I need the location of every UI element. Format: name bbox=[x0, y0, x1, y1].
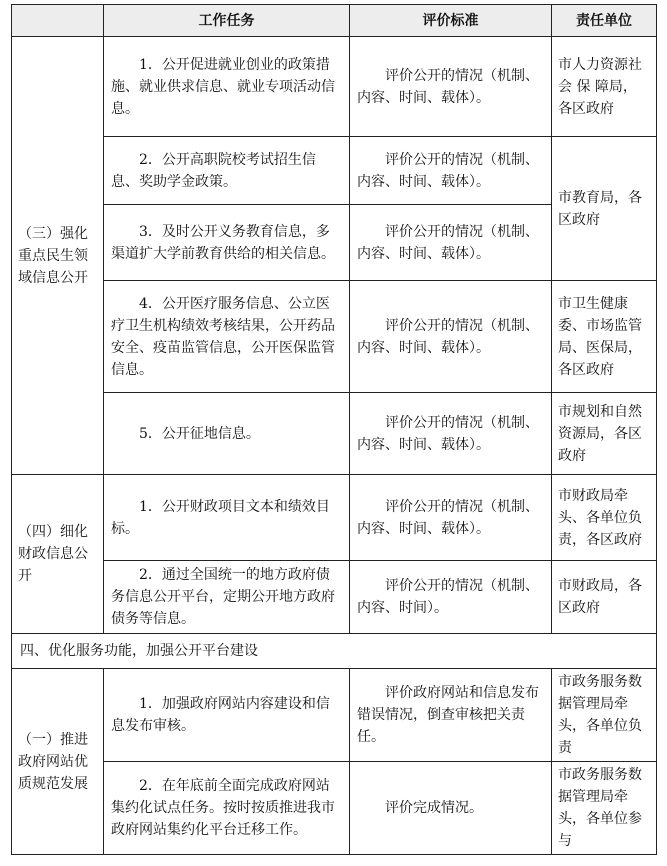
unit-cell: 市政务服务数据管理局牵头，各单位参与 bbox=[552, 762, 657, 855]
unit-cell: 市规划和自然资源局，各区政府 bbox=[552, 393, 657, 475]
task-cell: 2．在年底前全面完成政府网站集约化试点任务。按时按质推进我市政府网站集约化平台迁移工作。 bbox=[104, 762, 350, 855]
table-row bbox=[12, 762, 657, 855]
unit-cell: 市财政局，各区政府 bbox=[552, 561, 657, 634]
section-title: 四、优化服务功能，加强公开平台建设 bbox=[12, 634, 657, 669]
standard-cell: 评价公开的情况（机制、内容、时间、载体）。 bbox=[350, 393, 552, 475]
unit-cell: 市卫生健康委、市场监管局、医保局，各区政府 bbox=[552, 281, 657, 393]
task-cell: 3．及时公开义务教育信息，多渠道扩大学前教育供给的相关信息。 bbox=[104, 205, 350, 281]
standard-cell: 评价公开的情况（机制、内容、时间）。 bbox=[350, 561, 552, 634]
section-row bbox=[12, 634, 657, 669]
area-cell: （一）推进政府网站优质规范发展 bbox=[12, 669, 104, 855]
table-row bbox=[12, 37, 657, 137]
standard-cell: 评价公开的情况（机制、内容、时间、载体）。 bbox=[350, 205, 552, 281]
table-row bbox=[12, 669, 657, 762]
standard-cell: 评价公开的情况（机制、内容、时间、载体）。 bbox=[350, 281, 552, 393]
unit-cell: 市财政局牵头、各单位负责，各区政府 bbox=[552, 475, 657, 561]
area-cell: （四）细化财政信息公开 bbox=[12, 475, 104, 634]
task-cell: 2．通过全国统一的地方政府债务信息公开平台，定期公开地方政府债务等信息。 bbox=[104, 561, 350, 634]
table-row bbox=[12, 393, 657, 475]
task-cell: 5．公开征地信息。 bbox=[104, 393, 350, 475]
task-cell: 1．公开财政项目文本和绩效目标。 bbox=[104, 475, 350, 561]
table-row bbox=[12, 561, 657, 634]
table-row bbox=[12, 281, 657, 393]
header-area bbox=[12, 5, 104, 37]
task-cell: 1．加强政府网站内容建设和信息发布审核。 bbox=[104, 669, 350, 762]
standard-cell: 评价公开的情况（机制、内容、时间、载体）。 bbox=[350, 137, 552, 205]
table-row bbox=[12, 475, 657, 561]
area-cell: （三）强化重点民生领域信息公开 bbox=[12, 37, 104, 475]
task-cell: 4．公开医疗服务信息、公立医疗卫生机构绩效考核结果，公开药品安全、疫苗监管信息，公开医保监管信息。 bbox=[104, 281, 350, 393]
unit-cell: 市教育局，各区政府 bbox=[552, 137, 657, 281]
task-table bbox=[11, 4, 657, 855]
unit-cell: 市人力资源社 会 保 障局，各区政府 bbox=[552, 37, 657, 137]
standard-cell: 评价政府网站和信息发布错误情况，倒查审核把关责任。 bbox=[350, 669, 552, 762]
standard-cell: 评价公开的情况（机制、内容、时间、载体）。 bbox=[350, 37, 552, 137]
header-standard: 评价标准 bbox=[350, 5, 552, 37]
task-cell: 2．公开高职院校考试招生信息、奖助学金政策。 bbox=[104, 137, 350, 205]
standard-cell: 评价公开的情况（机制、内容、时间、载体）。 bbox=[350, 475, 552, 561]
header-row bbox=[12, 5, 657, 37]
unit-cell: 市政务服务数据管理局牵头，各单位负责 bbox=[552, 669, 657, 762]
table-row bbox=[12, 137, 657, 205]
standard-cell: 评价完成情况。 bbox=[350, 762, 552, 855]
header-unit: 责任单位 bbox=[552, 5, 657, 37]
task-cell: 1．公开促进就业创业的政策措施、就业供求信息、就业专项活动信息。 bbox=[104, 37, 350, 137]
header-task: 工作任务 bbox=[104, 5, 350, 37]
